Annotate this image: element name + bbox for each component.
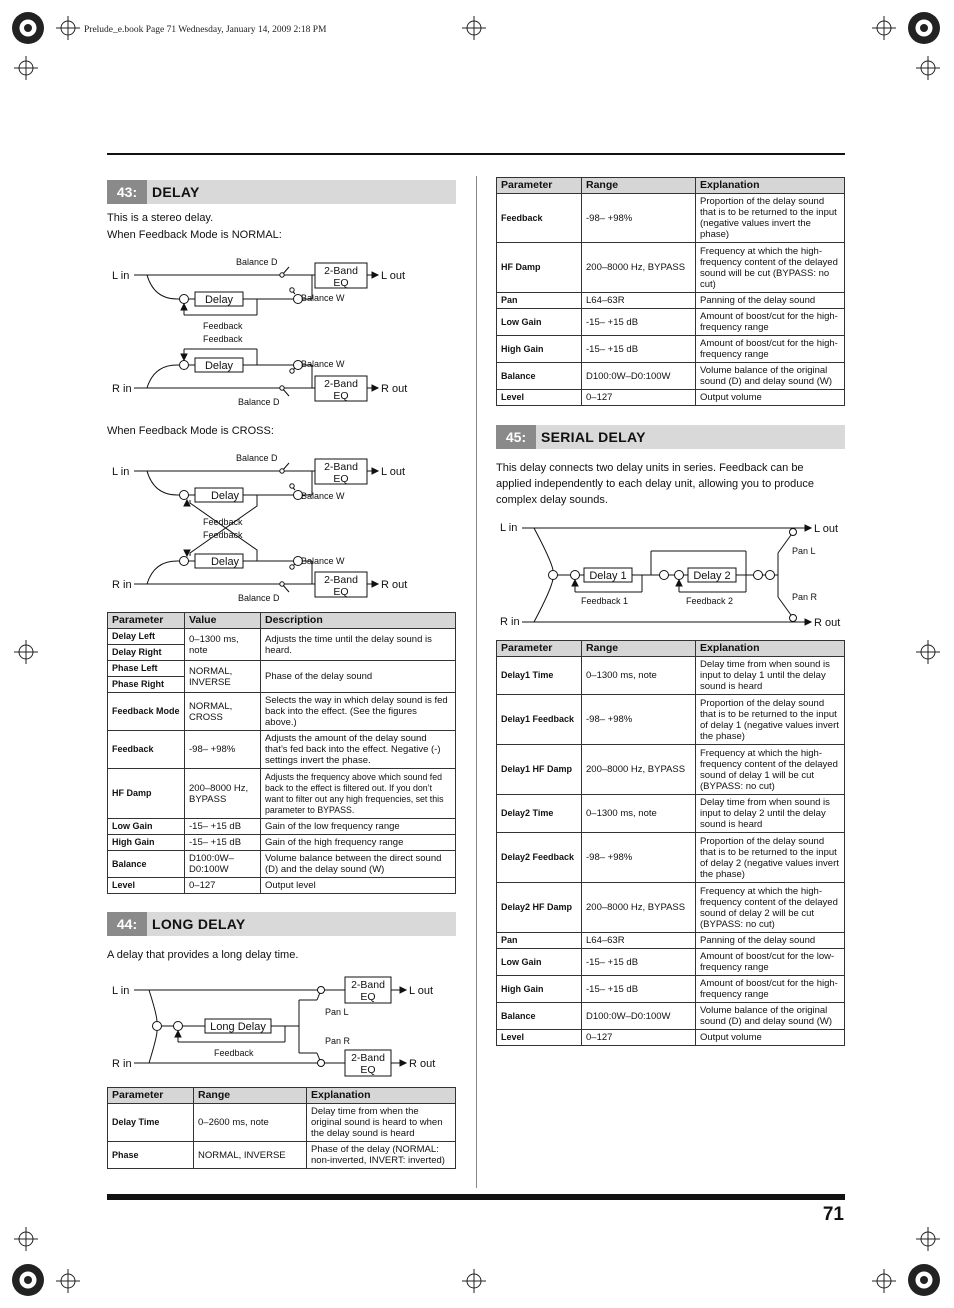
- r-in-label: R in: [500, 616, 520, 628]
- param-desc: Amount of boost/cut for the high-frequency range: [696, 336, 845, 363]
- param-desc: Selects the way in which delay sound is fed back into the effect. (See the figures above.): [261, 693, 456, 731]
- l-out-label: L out: [381, 270, 406, 282]
- table-header: Range: [194, 1088, 307, 1104]
- param-value: NORMAL, INVERSE: [185, 661, 261, 693]
- param-desc: Panning of the delay sound: [696, 293, 845, 309]
- param-name: Low Gain: [497, 309, 582, 336]
- feedback2-label: Feedback 2: [686, 596, 734, 606]
- registration-target-icon: [10, 1262, 46, 1298]
- r-out-label: R out: [409, 1058, 436, 1070]
- param-name: High Gain: [497, 336, 582, 363]
- intro-text: When Feedback Mode is CROSS:: [107, 425, 274, 437]
- param-range: -98– +98%: [582, 695, 696, 745]
- balance-d-label: Balance D: [236, 453, 278, 463]
- section-number: 44:: [107, 912, 147, 936]
- param-desc: Adjusts the frequency above which sound fed back to the effect is filtered out. If you don’t want to filter out any high frequencies, set this parameter to BYPASS.: [261, 769, 456, 819]
- param-desc: Volume balance of the original sound (D) and delay sound (W): [696, 1003, 845, 1030]
- balance-w-label: Balance W: [301, 556, 345, 566]
- eq-block-label: 2-Band: [324, 574, 358, 586]
- crosshair-mark-icon: [56, 1269, 80, 1293]
- table-header: Parameter: [108, 1088, 194, 1104]
- crosshair-mark-icon: [462, 1269, 486, 1293]
- param-name: Feedback Mode: [108, 693, 185, 731]
- param-desc: Phase of the delay sound: [261, 661, 456, 693]
- l-in-label: L in: [500, 522, 518, 534]
- param-name: Delay2 HF Damp: [497, 883, 582, 933]
- param-desc: Adjusts the amount of the delay sound that’s fed back into the effect. Negative (-) settings invert the phase.: [261, 731, 456, 769]
- param-desc: Frequency at which the high-frequency content of the delayed sound will be cut (BYPASS: no cut): [696, 243, 845, 293]
- table-header: Value: [185, 613, 261, 629]
- param-name: Delay2 Feedback: [497, 833, 582, 883]
- param-range: L64–63R: [582, 933, 696, 949]
- param-desc: Delay time from when sound is input to delay 2 until the delay sound is heard: [696, 795, 845, 833]
- r-out-label: R out: [381, 579, 408, 591]
- balance-d-label: Balance D: [238, 593, 280, 603]
- param-desc: Delay time from when sound is input to delay 1 until the delay sound is heard: [696, 657, 845, 695]
- param-name: Delay Left: [108, 629, 185, 645]
- param-range: -15– +15 dB: [582, 976, 696, 1003]
- crosshair-mark-icon: [872, 1269, 896, 1293]
- feedback-label: Feedback: [203, 321, 243, 331]
- param-range: 0–1300 ms, note: [582, 657, 696, 695]
- param-range: 200–8000 Hz, BYPASS: [582, 883, 696, 933]
- param-desc: Gain of the high frequency range: [261, 835, 456, 851]
- param-desc: Proportion of the delay sound that is to be returned to the input of delay 2 (negative values invert the phase): [696, 833, 845, 883]
- intro-text: A delay that provides a long delay time.: [107, 949, 299, 961]
- eq-block-label: 2-Band: [324, 265, 358, 277]
- param-desc: Delay time from when the original sound is heard to when the delay sound is heard: [307, 1104, 456, 1142]
- param-name: Balance: [497, 363, 582, 390]
- r-in-label: R in: [112, 383, 132, 395]
- param-value: -15– +15 dB: [185, 835, 261, 851]
- param-name: Phase Left: [108, 661, 185, 677]
- section-header-long-delay: [107, 912, 456, 936]
- table-header: Parameter: [108, 613, 185, 629]
- long-delay-diagram: [107, 975, 447, 1080]
- feedback1-label: Feedback 1: [581, 596, 629, 606]
- l-out-label: L out: [381, 466, 406, 478]
- param-name: Feedback: [497, 194, 582, 243]
- param-desc: Frequency at which the high-frequency content of the delayed sound of delay 2 will be cut (BYPASS: no cut): [696, 883, 845, 933]
- table-header: Parameter: [497, 178, 582, 194]
- param-desc: Amount of boost/cut for the high-frequency range: [696, 976, 845, 1003]
- param-range: 0–127: [582, 390, 696, 406]
- param-name: Delay1 Feedback: [497, 695, 582, 745]
- delay2-block-label: Delay 2: [693, 570, 731, 582]
- table-header: Parameter: [497, 641, 582, 657]
- balance-w-label: Balance W: [301, 293, 345, 303]
- section-header-delay: [107, 180, 456, 204]
- column-divider: [476, 176, 477, 1188]
- table-header: Description: [261, 613, 456, 629]
- param-range: D100:0W–D0:100W: [582, 363, 696, 390]
- feedback-label: Feedback: [214, 1048, 254, 1058]
- registration-target-icon: [10, 10, 46, 46]
- param-desc: Amount of boost/cut for the low-frequency range: [696, 949, 845, 976]
- feedback-label: Feedback: [203, 334, 243, 344]
- param-range: NORMAL, INVERSE: [194, 1142, 307, 1169]
- crosshair-mark-icon: [14, 640, 38, 664]
- table-header: Explanation: [696, 641, 845, 657]
- crosshair-mark-icon: [56, 16, 80, 40]
- param-name: Delay1 HF Damp: [497, 745, 582, 795]
- balance-w-label: Balance W: [301, 359, 345, 369]
- registration-target-icon: [906, 1262, 942, 1298]
- param-name: Low Gain: [497, 949, 582, 976]
- param-name: Phase: [108, 1142, 194, 1169]
- serial-delay-parameter-table: [496, 640, 845, 1046]
- crosshair-mark-icon: [916, 56, 940, 80]
- param-desc: Proportion of the delay sound that is to be returned to the input (negative values invert the phase): [696, 194, 845, 243]
- pan-r-label: Pan R: [792, 592, 818, 602]
- l-in-label: L in: [112, 985, 130, 997]
- intro-text: This is a stereo delay.: [107, 212, 214, 224]
- l-in-label: L in: [112, 270, 130, 282]
- param-name: Pan: [497, 933, 582, 949]
- param-desc: Adjusts the time until the delay sound is heard.: [261, 629, 456, 661]
- delay1-block-label: Delay 1: [589, 570, 627, 582]
- balance-w-label: Balance W: [301, 491, 345, 501]
- crosshair-mark-icon: [14, 1227, 38, 1251]
- param-name: HF Damp: [497, 243, 582, 293]
- param-name: Low Gain: [108, 819, 185, 835]
- param-desc: Volume balance of the original sound (D) and delay sound (W): [696, 363, 845, 390]
- param-name: Feedback: [108, 731, 185, 769]
- param-name: Phase Right: [108, 677, 185, 693]
- crosshair-mark-icon: [872, 16, 896, 40]
- eq-block-label: 2-Band: [351, 979, 385, 991]
- pan-l-label: Pan L: [325, 1007, 349, 1017]
- delay-block-label: Delay: [210, 490, 240, 502]
- param-value: D100:0W– D0:100W: [185, 851, 261, 878]
- param-range: D100:0W–D0:100W: [582, 1003, 696, 1030]
- param-value: 0–127: [185, 878, 261, 894]
- param-desc: Output volume: [696, 1030, 845, 1046]
- param-desc: Output volume: [696, 390, 845, 406]
- long-delay-parameter-table-continued: [496, 177, 845, 406]
- param-range: 0–1300 ms, note: [582, 795, 696, 833]
- param-desc: Volume balance between the direct sound (D) and the delay sound (W): [261, 851, 456, 878]
- param-range: 0–127: [582, 1030, 696, 1046]
- eq-block-label: EQ: [333, 390, 349, 402]
- feedback-label: Feedback: [203, 530, 243, 540]
- crosshair-mark-icon: [916, 1227, 940, 1251]
- param-name: High Gain: [108, 835, 185, 851]
- section-number: 45:: [496, 425, 536, 449]
- param-value: -15– +15 dB: [185, 819, 261, 835]
- balance-d-label: Balance D: [238, 397, 280, 407]
- param-range: -15– +15 dB: [582, 949, 696, 976]
- param-range: 200–8000 Hz, BYPASS: [582, 745, 696, 795]
- eq-block-label: EQ: [360, 1064, 376, 1076]
- intro-text: This delay connects two delay units in series. Feedback can be applied independently to each delay unit, allowing you to produce complex delay sounds.: [496, 462, 815, 506]
- delay-cross-diagram: [107, 448, 417, 608]
- delay-parameter-table: [107, 612, 456, 894]
- delay-block-label: Delay: [204, 360, 234, 372]
- r-in-label: R in: [112, 579, 132, 591]
- crosshair-mark-icon: [916, 640, 940, 664]
- param-range: -98– +98%: [582, 194, 696, 243]
- param-range: -15– +15 dB: [582, 309, 696, 336]
- registration-target-icon: [906, 10, 942, 46]
- serial-delay-diagram: [496, 515, 845, 630]
- eq-block-label: EQ: [333, 586, 349, 598]
- param-name: Level: [497, 390, 582, 406]
- table-header: Range: [582, 178, 696, 194]
- intro-text: When Feedback Mode is NORMAL:: [107, 229, 282, 241]
- section-header-serial-delay: [496, 425, 845, 449]
- eq-block-label: 2-Band: [351, 1052, 385, 1064]
- param-name: Balance: [108, 851, 185, 878]
- param-name: Balance: [497, 1003, 582, 1030]
- param-range: L64–63R: [582, 293, 696, 309]
- param-name: Pan: [497, 293, 582, 309]
- eq-block-label: EQ: [333, 277, 349, 289]
- long-delay-parameter-table: [107, 1087, 456, 1169]
- param-value: 0–1300 ms, note: [185, 629, 261, 661]
- param-name: Level: [108, 878, 185, 894]
- param-value: NORMAL, CROSS: [185, 693, 261, 731]
- section-title: LONG DELAY: [152, 916, 246, 932]
- section-title: DELAY: [152, 184, 200, 200]
- table-header: Explanation: [307, 1088, 456, 1104]
- r-in-label: R in: [112, 1058, 132, 1070]
- page-number: 71: [822, 1204, 844, 1225]
- print-header: Prelude_e.book Page 71 Wednesday, January 14, 2009 2:18 PM: [84, 25, 327, 35]
- param-name: High Gain: [497, 976, 582, 1003]
- pan-r-label: Pan R: [325, 1036, 351, 1046]
- l-out-label: L out: [409, 985, 434, 997]
- param-range: -15– +15 dB: [582, 336, 696, 363]
- delay-normal-diagram: [107, 252, 417, 412]
- param-name: Delay1 Time: [497, 657, 582, 695]
- param-name: Delay Right: [108, 645, 185, 661]
- bottom-rule: [107, 1194, 845, 1200]
- feedback-label: Feedback: [203, 517, 243, 527]
- balance-d-label: Balance D: [236, 257, 278, 267]
- param-range: 0–2600 ms, note: [194, 1104, 307, 1142]
- eq-block-label: EQ: [360, 991, 376, 1003]
- param-desc: Frequency at which the high-frequency content of the delayed sound of delay 1 will be cut (BYPASS: no cut): [696, 745, 845, 795]
- l-in-label: L in: [112, 466, 130, 478]
- param-desc: Proportion of the delay sound that is to be returned to the input of delay 1 (negative values invert the phase): [696, 695, 845, 745]
- crosshair-mark-icon: [14, 56, 38, 80]
- param-value: -98– +98%: [185, 731, 261, 769]
- pan-l-label: Pan L: [792, 546, 816, 556]
- r-out-label: R out: [381, 383, 408, 395]
- delay-block-label: Delay: [210, 556, 240, 568]
- param-desc: Panning of the delay sound: [696, 933, 845, 949]
- param-name: HF Damp: [108, 769, 185, 819]
- param-desc: Phase of the delay (NORMAL: non-inverted, INVERT: inverted): [307, 1142, 456, 1169]
- delay-block-label: Delay: [204, 294, 234, 306]
- table-header: Explanation: [696, 178, 845, 194]
- param-desc: Gain of the low frequency range: [261, 819, 456, 835]
- eq-block-label: 2-Band: [324, 378, 358, 390]
- top-rule: [107, 153, 845, 155]
- section-number: 43:: [107, 180, 147, 204]
- param-name: Delay2 Time: [497, 795, 582, 833]
- param-name: Delay Time: [108, 1104, 194, 1142]
- param-desc: Output level: [261, 878, 456, 894]
- long-delay-block-label: Long Delay: [210, 1021, 266, 1033]
- param-range: 200–8000 Hz, BYPASS: [582, 243, 696, 293]
- table-header: Range: [582, 641, 696, 657]
- r-out-label: R out: [814, 617, 841, 629]
- param-range: -98– +98%: [582, 833, 696, 883]
- l-out-label: L out: [814, 523, 839, 535]
- param-desc: Amount of boost/cut for the high-frequency range: [696, 309, 845, 336]
- section-title: SERIAL DELAY: [541, 429, 646, 445]
- param-name: Level: [497, 1030, 582, 1046]
- param-value: 200–8000 Hz, BYPASS: [185, 769, 261, 819]
- crosshair-mark-icon: [462, 16, 486, 40]
- eq-block-label: EQ: [333, 473, 349, 485]
- eq-block-label: 2-Band: [324, 461, 358, 473]
